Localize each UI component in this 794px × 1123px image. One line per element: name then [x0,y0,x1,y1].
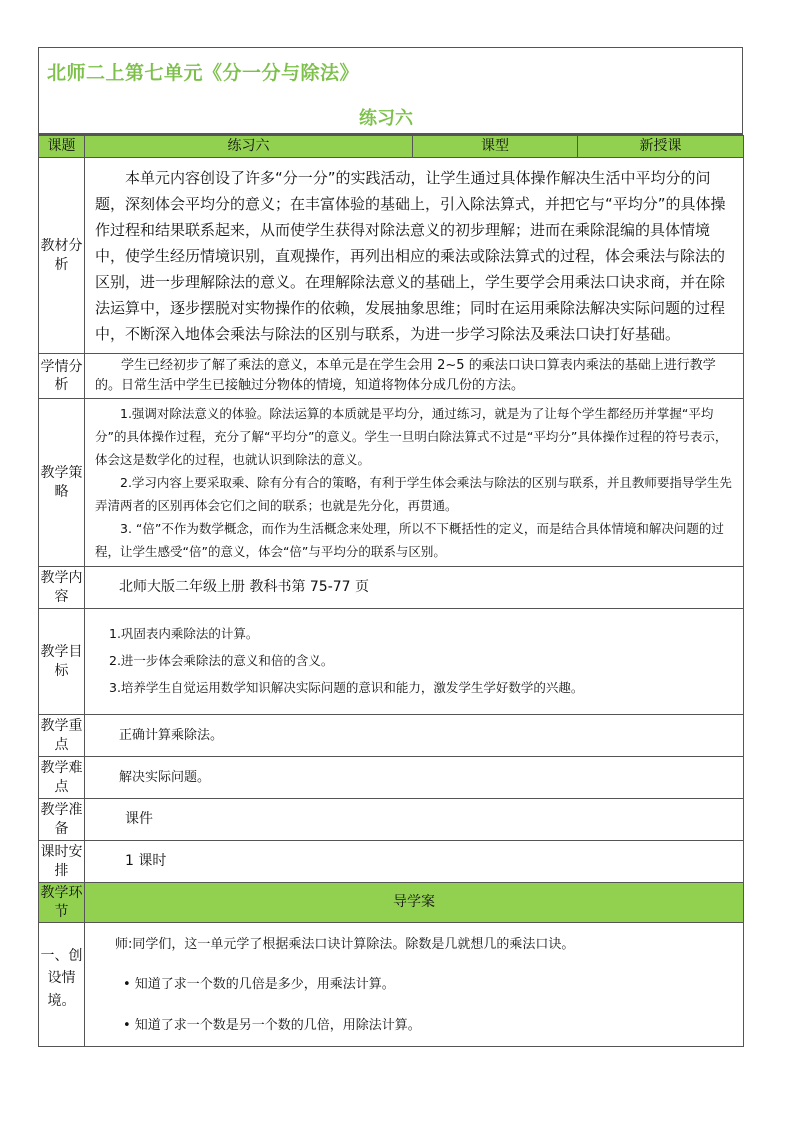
row-nandian [39,757,744,799]
label-keti: 课题 [39,136,85,158]
anpai-text: 1 课时 [85,841,744,883]
chuangshe-item: • 知道了求一个数是另一个数的几倍，用除法计算。 [123,1018,421,1033]
label-neirong: 教学内容 [39,567,85,609]
lesson-name: 练习六 [85,136,413,158]
label-nandian: 教学难点 [39,757,85,799]
celue-p1: 1.强调对除法意义的体验。除法运算的本质就是平均分，通过练习，就是为了让每个学生都经历并掌握“平均分”的具体操作过程，充分了解“平均分”的意义。学生一旦明白除法算式不过是“平均分”具体操作过程的符号表示，体会这是数学化的过程，也就认识到除法的意义。 [95,406,728,467]
daoxue-heading: 导学案 [85,883,744,923]
neirong-text: 北师大版二年级上册 教科书第 75-77 页 [85,567,744,609]
lesson-type: 新授课 [578,136,744,158]
mubiao-item: 1.巩固表内乘除法的计算。 [109,626,259,642]
zhunbei-text: 课件 [85,799,744,841]
row-zhongdian [39,715,744,757]
chuangshe-item: 师:同学们，这一单元学了根据乘法口诀计算除法。除数是几就想几的乘法口诀。 [115,937,575,952]
header-row [39,136,744,158]
chuangshe-item: • 知道了求一个数的几倍是多少，用乘法计算。 [123,976,395,992]
label-jiaocai: 教材分析 [39,158,85,354]
label-kexing: 课型 [413,136,578,158]
row-jiaocai [39,158,744,354]
row-neirong [39,567,744,609]
zhongdian-text: 正确计算乘除法。 [85,715,744,757]
row-huanjie [39,883,744,923]
label-celue: 教学策略 [39,399,85,567]
jiaocai-text: 本单元内容创设了许多“分一分”的实践活动，让学生通过具体操作解决生活中平均分的问题，深刻体会平均分的意义；在丰富体验的基础上，引入除法算式，并把它与“平均分”的具体操作过程和结果联系起来，从而使学生获得对除法意义的初步理解；进而在乘除混编的具体情境中，使学生经历情境识别，直观操作，再列出相应的乘法或除法算式的过程，体会乘法与除法的区别，进一步理解除法的意义。在理解除法意义的基础上，学生要学会用乘法口诀求商，并在除法运算中，逐步摆脱对实物操作的依赖，发展抽象思维；同时在运用乘除法解决实际问题的过程中，不断深入地体会乘法与除法的区别与联系，为进一步学习除法及乘法口诀打好基础。 [95,168,726,343]
lesson-table [38,135,744,1047]
row-chuangshe [39,923,744,1047]
document-title: 北师二上第七单元《分一分与除法》 [47,62,360,84]
label-huanjie: 教学环节 [39,883,85,923]
nandian-text: 解决实际问题。 [85,757,744,799]
mubiao-item: 3.培养学生自觉运用数学知识解决实际问题的意识和能力，激发学生学好数学的兴趣。 [109,679,584,695]
document-subtitle: 练习六 [359,108,413,129]
row-zhunbei [39,799,744,841]
label-xueqing: 学情分析 [39,354,85,399]
row-celue [39,399,744,567]
label-chuangshe: 一、创设情境。 [39,923,85,1047]
celue-p2: 2.学习内容上要采取乘、除有分有合的策略，有利于学生体会乘法与除法的区别与联系，并且教师要指导学生先弄清两者的区别再体会它们之间的联系；也就是先分化，再贯通。 [95,475,732,513]
celue-p3: 3. “倍”不作为数学概念，而作为生活概念来处理，所以不下概括性的定义，而是结合具体情境和解决问题的过程，让学生感受“倍”的意义，体会“倍”与平均分的联系与区别。 [95,521,724,559]
xueqing-text: 学生已经初步了解了乘法的意义，本单元是在学生会用 2~5 的乘法口诀口算表内乘法的基础上进行教学的。日常生活中学生已接触过分物体的情境，知道将物体分成几份的方法。 [95,358,716,393]
label-anpai: 课时安排 [39,841,85,883]
mubiao-item: 2.进一步体会乘除法的意义和倍的含义。 [109,653,334,669]
lesson-plan-page [38,47,743,1047]
title-block [38,47,743,135]
row-anpai [39,841,744,883]
label-zhunbei: 教学准备 [39,799,85,841]
label-zhongdian: 教学重点 [39,715,85,757]
label-mubiao: 教学目标 [39,609,85,715]
row-mubiao [39,609,744,715]
row-xueqing [39,354,744,399]
